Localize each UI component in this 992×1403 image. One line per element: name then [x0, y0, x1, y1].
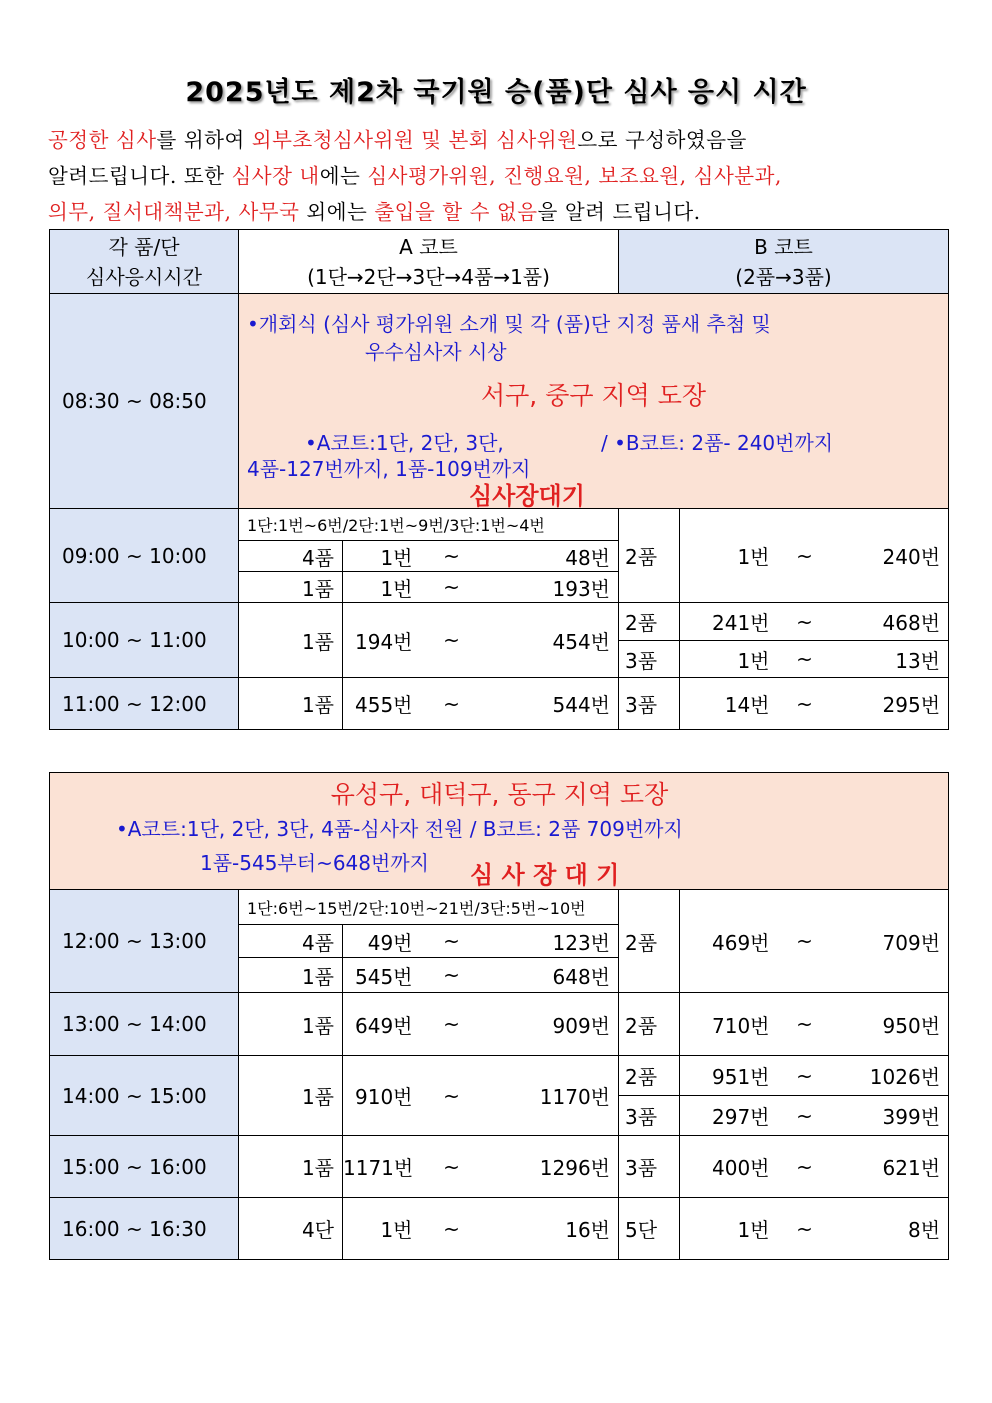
intro-fragment: 외부초청심사위원 및 본회 심사위원: [251, 128, 578, 152]
a-grade: 1품: [239, 572, 343, 603]
a-to: 544번: [483, 678, 619, 730]
a-court-title: A 코트: [399, 234, 458, 259]
a-from: 455번: [343, 678, 421, 730]
a-grade: 1품: [239, 1056, 343, 1136]
a-tilde: ~: [421, 925, 483, 958]
intro-fragment: 출입을 할 수 없음: [374, 200, 538, 224]
time-slot: 09:00 ~ 10:00: [50, 509, 239, 603]
page-title: 2025년도 제2차 국기원 승(품)단 심사 응시 시간: [185, 77, 807, 108]
a-grade: 1품: [239, 603, 343, 678]
b-grade: 3품: [619, 678, 680, 730]
b-from: 710번: [680, 993, 778, 1056]
courts-line2: 1품-545부터~648번까지: [200, 851, 429, 875]
intro-notice: [48, 122, 948, 230]
b-to: 13번: [832, 641, 949, 678]
b-grade: 2품: [619, 1056, 680, 1096]
courts-a: •A코트:1단, 2단, 3단,: [305, 431, 504, 455]
time-slot: 10:00 ~ 11:00: [50, 603, 239, 678]
a-from: 910번: [343, 1056, 421, 1136]
b-from: 1번: [680, 509, 778, 603]
a-to: 454번: [483, 603, 619, 678]
intro-fragment: 에는: [319, 164, 368, 188]
b-to: 8번: [832, 1198, 949, 1260]
a-grade: 1품: [239, 958, 343, 993]
opening-ceremony-cell: [239, 294, 949, 509]
b-to: 468번: [832, 603, 949, 641]
a-grade: 4단: [239, 1198, 343, 1260]
intro-fragment: 외에는: [299, 200, 375, 224]
a-tilde: ~: [421, 993, 483, 1056]
header-time: [50, 230, 239, 294]
b-grade: 2품: [619, 603, 680, 641]
b-grade: 3품: [619, 1136, 680, 1198]
b-to: 1026번: [832, 1056, 949, 1096]
dan-note: 1단:1번~6번/2단:1번~9번/3단:1번~4번: [239, 509, 619, 541]
a-from: 194번: [343, 603, 421, 678]
time-slot: 08:30 ~ 08:50: [50, 294, 239, 509]
a-tilde: ~: [421, 678, 483, 730]
standby-notice: 심사장대기: [469, 482, 585, 509]
intro-fragment: 의무, 질서대책분과, 사무국: [48, 200, 300, 224]
a-grade: 4품: [239, 541, 343, 572]
b-from: 14번: [680, 678, 778, 730]
b-from: 241번: [680, 603, 778, 641]
region-title: 유성구, 대덕구, 동구 지역 도장: [330, 780, 669, 809]
b-tilde: ~: [778, 890, 832, 993]
b-tilde: ~: [778, 993, 832, 1056]
b-grade: 2품: [619, 993, 680, 1056]
intro-fragment: 를 위하여: [156, 128, 252, 152]
courts-line2: 4품-127번까지, 1품-109번까지: [247, 457, 531, 481]
b-tilde: ~: [778, 1096, 832, 1136]
a-to: 1170번: [483, 1056, 619, 1136]
a-grade: 1품: [239, 993, 343, 1056]
a-from: 649번: [343, 993, 421, 1056]
a-to: 123번: [483, 925, 619, 958]
b-grade: 3품: [619, 1096, 680, 1136]
intro-fragment: 심사평가위원, 진행요원, 보조요원, 심사분과,: [367, 164, 782, 188]
header-a-court: [239, 230, 619, 294]
a-tilde: ~: [421, 541, 483, 572]
intro-fragment: 심사장 내: [231, 164, 320, 188]
a-to: 1296번: [483, 1136, 619, 1198]
b-from: 1번: [680, 641, 778, 678]
ceremony-line2: 우수심사자 시상: [365, 340, 507, 364]
b-from: 297번: [680, 1096, 778, 1136]
b-from: 400번: [680, 1136, 778, 1198]
schedule-table-2: [49, 772, 949, 1260]
a-to: 48번: [483, 541, 619, 572]
a-from: 545번: [343, 958, 421, 993]
b-to: 621번: [832, 1136, 949, 1198]
b-to: 240번: [832, 509, 949, 603]
b-from: 951번: [680, 1056, 778, 1096]
a-from: 1번: [343, 572, 421, 603]
a-tilde: ~: [421, 1198, 483, 1260]
b-tilde: ~: [778, 678, 832, 730]
dan-note: 1단:6번~15번/2단:10번~21번/3단:5번~10번: [239, 890, 619, 925]
schedule-table-1: [49, 229, 949, 730]
a-to: 193번: [483, 572, 619, 603]
b-grade: 2품: [619, 509, 680, 603]
b-to: 399번: [832, 1096, 949, 1136]
b-court-order: (2품→3품): [735, 264, 832, 289]
b-tilde: ~: [778, 603, 832, 641]
courts-b: / •B코트: 2품- 240번까지: [601, 431, 834, 455]
intro-fragment: 을 알려 드립니다.: [537, 200, 701, 224]
a-grade: 1품: [239, 678, 343, 730]
b-grade: 3품: [619, 641, 680, 678]
time-slot: 11:00 ~ 12:00: [50, 678, 239, 730]
b-from: 1번: [680, 1198, 778, 1260]
b-tilde: ~: [778, 641, 832, 678]
b-to: 709번: [832, 890, 949, 993]
a-to: 909번: [483, 993, 619, 1056]
b-tilde: ~: [778, 509, 832, 603]
header-time-line2: 심사응시시간: [86, 264, 202, 289]
a-from: 49번: [343, 925, 421, 958]
time-slot: 14:00 ~ 15:00: [50, 1056, 239, 1136]
a-tilde: ~: [421, 958, 483, 993]
b-tilde: ~: [778, 1198, 832, 1260]
session2-notice-cell: [50, 773, 949, 890]
ceremony-line1: •개회식 (심사 평가위원 소개 및 각 (품)단 지정 품새 추첨 및: [247, 312, 771, 336]
intro-fragment: 공정한 심사: [48, 128, 157, 152]
time-slot: 13:00 ~ 14:00: [50, 993, 239, 1056]
standby-notice: 심 사 장 대 기: [470, 861, 620, 889]
b-to: 295번: [832, 678, 949, 730]
b-to: 950번: [832, 993, 949, 1056]
region-title: 서구, 중구 지역 도장: [481, 381, 706, 410]
a-to: 16번: [483, 1198, 619, 1260]
b-court-title: B 코트: [754, 234, 813, 259]
a-tilde: ~: [421, 572, 483, 603]
b-grade: 2품: [619, 890, 680, 993]
intro-fragment: 으로 구성하였음을: [577, 128, 747, 152]
a-grade: 4품: [239, 925, 343, 958]
header-time-line1: 각 품/단: [108, 234, 180, 259]
time-slot: 15:00 ~ 16:00: [50, 1136, 239, 1198]
courts-line1: •A코트:1단, 2단, 3단, 4품-심사자 전원 / B코트: 2품 709번까지: [116, 817, 683, 841]
a-grade: 1품: [239, 1136, 343, 1198]
b-from: 469번: [680, 890, 778, 993]
a-court-order: (1단→2단→3단→4품→1품): [307, 264, 550, 289]
b-tilde: ~: [778, 1056, 832, 1096]
a-tilde: ~: [421, 603, 483, 678]
a-tilde: ~: [421, 1136, 483, 1198]
a-from: 1번: [343, 541, 421, 572]
time-slot: 12:00 ~ 13:00: [50, 890, 239, 993]
b-grade: 5단: [619, 1198, 680, 1260]
intro-fragment: 알려드립니다. 또한: [48, 164, 232, 188]
a-tilde: ~: [421, 1056, 483, 1136]
b-tilde: ~: [778, 1136, 832, 1198]
a-to: 648번: [483, 958, 619, 993]
time-slot: 16:00 ~ 16:30: [50, 1198, 239, 1260]
a-from: 1번: [343, 1198, 421, 1260]
header-b-court: [619, 230, 949, 294]
a-from: 1171번: [343, 1136, 421, 1198]
